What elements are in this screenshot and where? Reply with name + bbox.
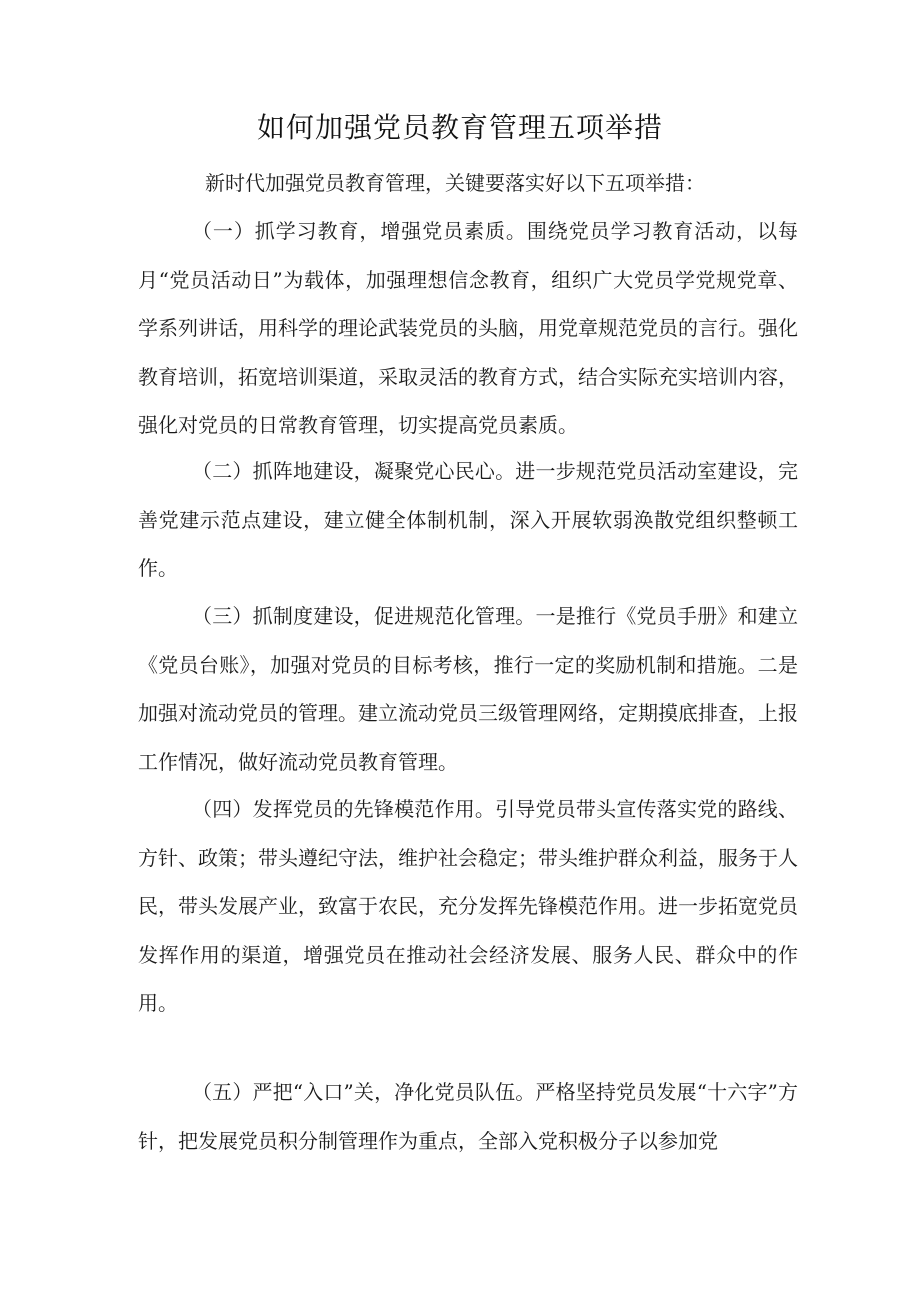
- intro-paragraph: 新时代加强党员教育管理，关键要落实好以下五项举措：: [205, 171, 705, 195]
- document-title: 如何加强党员教育管理五项举措: [256, 111, 663, 144]
- paragraph-4: （四）发挥党员的先锋模范作用。引导党员带头宣传落实党的路线、方针、政策；带头遵纪守法，维护社会稳定；带头维护群众利益，服务于人民，带头发展产业，致富于农民，充分发挥先锋模范作用。进一步拓宽党员发挥作用的渠道，增强党员在推动社会经济发展、服务人民、群众中的作用。: [138, 797, 798, 1015]
- paragraph-5: （五）严把“入口”关，净化党员队伍。严格坚持党员发展“十六字”方针，把发展党员积分制管理作为重点，全部入党积极分子以参加党: [138, 1080, 798, 1153]
- paragraph-2: （二）抓阵地建设，凝聚党心民心。进一步规范党员活动室建设，完善党建示范点建设，建立健全体制机制，深入开展软弱涣散党组织整顿工作。: [138, 459, 798, 580]
- paragraph-3: （三）抓制度建设，促进规范化管理。一是推行《党员手册》和建立《党员台账》，加强对党员的目标考核，推行一定的奖励机制和措施。二是加强对流动党员的管理。建立流动党员三级管理网络，定期摸底排查，上报工作情况，做好流动党员教育管理。: [138, 604, 798, 774]
- paragraph-1: （一）抓学习教育，增强党员素质。围绕党员学习教育活动，以每月“党员活动日”为载体，加强理想信念教育，组织广大党员学党规党章、学系列讲话，用科学的理论武装党员的头脑，用党章规范党员的言行。强化教育培训，拓宽培训渠道，采取灵活的教育方式，结合实际充实培训内容，强化对党员的日常教育管理，切实提高党员素质。: [138, 219, 798, 437]
